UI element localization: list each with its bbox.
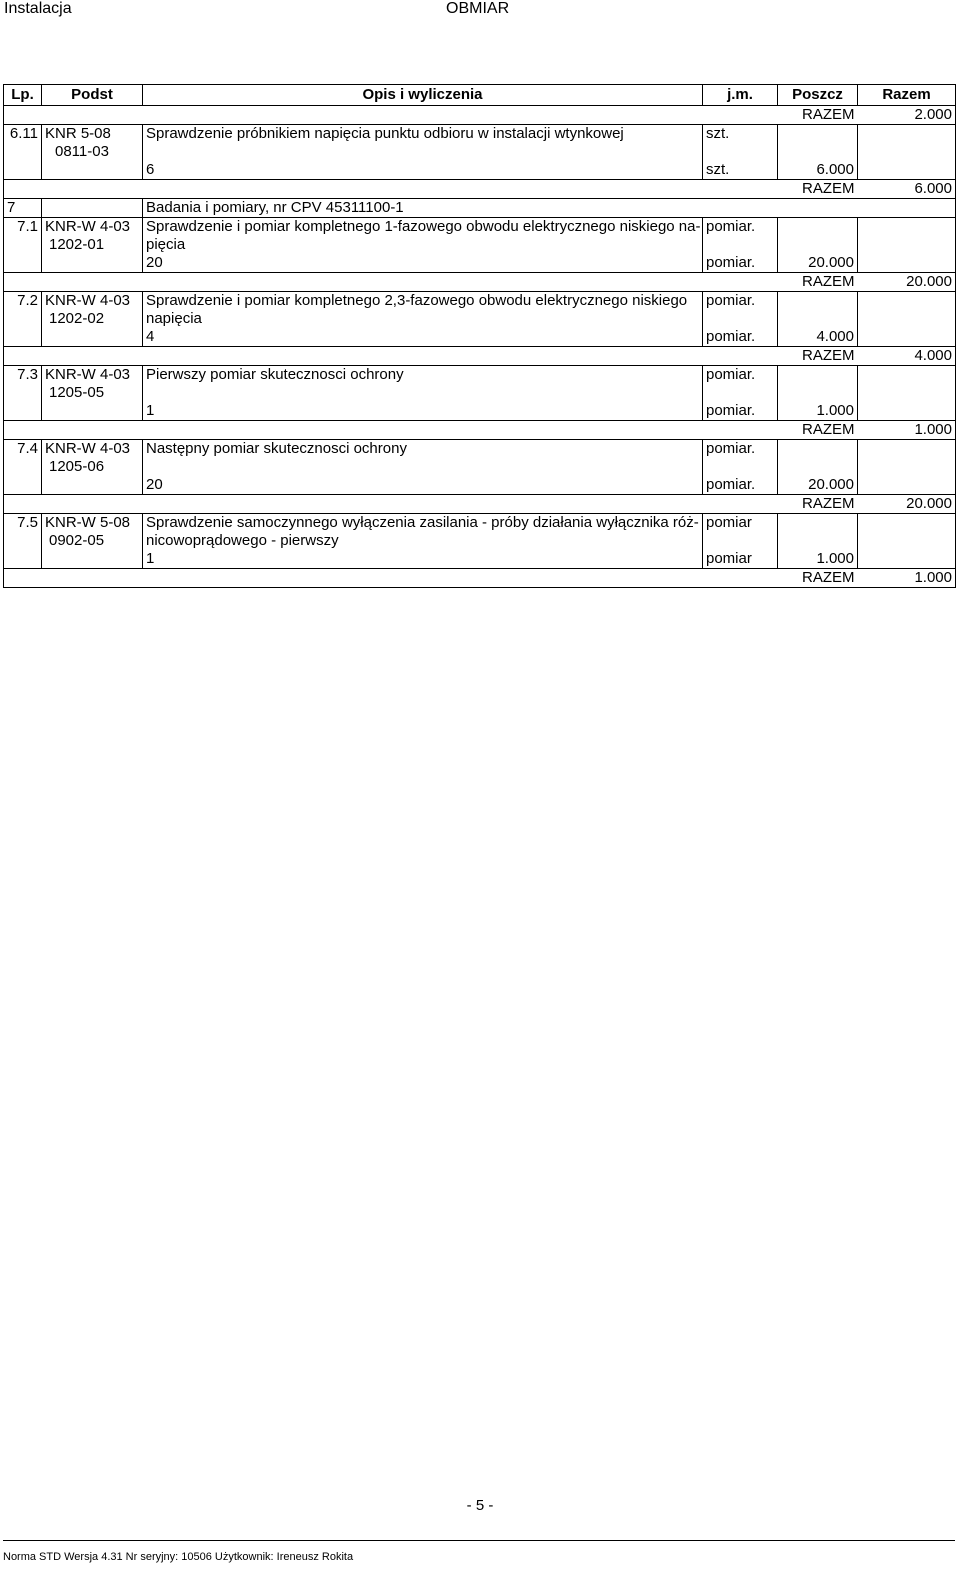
razem-value: 1.000 bbox=[858, 569, 956, 588]
calc-poszcz: 4.000 bbox=[778, 328, 858, 347]
calc-poszcz: 6.000 bbox=[778, 161, 858, 180]
col-header-razem: Razem bbox=[858, 85, 956, 106]
item-lp: 7.4 bbox=[4, 440, 42, 477]
calc-unit: pomiar. bbox=[703, 254, 778, 273]
item-podst: KNR-W 4-03 1205-05 bbox=[42, 366, 143, 403]
razem-value: 20.000 bbox=[858, 273, 956, 292]
calc-expression: 1 bbox=[143, 550, 703, 569]
razem-label: RAZEM bbox=[778, 421, 858, 440]
item-description: Sprawdzenie i pomiar kompletnego 2,3-fazowego obwodu elektrycznego niskiego napięcia bbox=[143, 292, 703, 329]
calc-row bbox=[4, 402, 956, 421]
razem-label: RAZEM bbox=[778, 495, 858, 514]
item-unit: szt. bbox=[703, 125, 778, 162]
col-header-podst: Podst bbox=[42, 85, 143, 106]
razem-label: RAZEM bbox=[778, 106, 858, 125]
total-row bbox=[4, 569, 956, 588]
calc-expression: 4 bbox=[143, 328, 703, 347]
item-lp: 7.2 bbox=[4, 292, 42, 329]
razem-value: 6.000 bbox=[858, 180, 956, 199]
table-row bbox=[4, 366, 956, 403]
razem-value: 1.000 bbox=[858, 421, 956, 440]
col-header-opis: Opis i wyliczenia bbox=[143, 85, 703, 106]
item-podst: KNR-W 4-03 1202-02 bbox=[42, 292, 143, 329]
item-lp: 6.11 bbox=[4, 125, 42, 162]
item-lp: 7.5 bbox=[4, 514, 42, 551]
item-podst: KNR-W 4-03 1205-06 bbox=[42, 440, 143, 477]
total-row bbox=[4, 180, 956, 199]
razem-value: 2.000 bbox=[858, 106, 956, 125]
total-row bbox=[4, 273, 956, 292]
calc-poszcz: 1.000 bbox=[778, 402, 858, 421]
calc-row bbox=[4, 161, 956, 180]
calc-expression: 1 bbox=[143, 402, 703, 421]
razem-label: RAZEM bbox=[778, 569, 858, 588]
calc-poszcz: 20.000 bbox=[778, 254, 858, 273]
item-unit: pomiar. bbox=[703, 440, 778, 477]
item-podst: KNR-W 4-03 1202-01 bbox=[42, 218, 143, 255]
calc-expression: 6 bbox=[143, 161, 703, 180]
calc-row bbox=[4, 328, 956, 347]
calc-unit: pomiar. bbox=[703, 476, 778, 495]
section-title: Badania i pomiary, nr CPV 45311100-1 bbox=[143, 199, 956, 218]
table-row bbox=[4, 125, 956, 162]
footer-divider bbox=[3, 1540, 955, 1541]
calc-unit: szt. bbox=[703, 161, 778, 180]
item-unit: pomiar. bbox=[703, 292, 778, 329]
calc-poszcz: 1.000 bbox=[778, 550, 858, 569]
item-description: Sprawdzenie próbnikiem napięcia punktu odbioru w instalacji wtynkowej bbox=[143, 125, 703, 162]
calc-unit: pomiar. bbox=[703, 328, 778, 347]
section-row bbox=[4, 199, 956, 218]
razem-label: RAZEM bbox=[778, 347, 858, 366]
item-podst: KNR-W 5-08 0902-05 bbox=[42, 514, 143, 551]
item-description: Sprawdzenie i pomiar kompletnego 1-fazowego obwodu elektrycznego niskiego na- pięcia bbox=[143, 218, 703, 255]
item-unit: pomiar. bbox=[703, 366, 778, 403]
calc-unit: pomiar bbox=[703, 550, 778, 569]
measurement-table bbox=[3, 84, 956, 588]
total-row bbox=[4, 347, 956, 366]
razem-label: RAZEM bbox=[778, 180, 858, 199]
header-document-title: OBMIAR bbox=[446, 0, 510, 17]
col-header-jm: j.m. bbox=[703, 85, 778, 106]
item-description: Pierwszy pomiar skutecznosci ochrony bbox=[143, 366, 703, 403]
col-header-lp: Lp. bbox=[4, 85, 42, 106]
page-number: - 5 - bbox=[466, 1497, 494, 1514]
item-description: Sprawdzenie samoczynnego wyłączenia zasilania - próby działania wyłącznika róż- nicowoprądowego - pierwszy bbox=[143, 514, 703, 551]
total-row bbox=[4, 495, 956, 514]
razem-value: 20.000 bbox=[858, 495, 956, 514]
table-row bbox=[4, 292, 956, 329]
table-row bbox=[4, 218, 956, 255]
total-row bbox=[4, 421, 956, 440]
calc-row bbox=[4, 476, 956, 495]
item-unit: pomiar. bbox=[703, 218, 778, 255]
calc-expression: 20 bbox=[143, 254, 703, 273]
header-section-title: Instalacja bbox=[4, 0, 72, 17]
calc-row bbox=[4, 550, 956, 569]
item-lp: 7.3 bbox=[4, 366, 42, 403]
table-row bbox=[4, 514, 956, 551]
item-podst: KNR 5-08 0811-03 bbox=[42, 125, 143, 162]
razem-value: 4.000 bbox=[858, 347, 956, 366]
calc-row bbox=[4, 254, 956, 273]
col-header-poszcz: Poszcz bbox=[778, 85, 858, 106]
razem-label: RAZEM bbox=[778, 273, 858, 292]
table-header-row bbox=[4, 85, 956, 106]
total-row bbox=[4, 106, 956, 125]
item-description: Następny pomiar skutecznosci ochrony bbox=[143, 440, 703, 477]
calc-poszcz: 20.000 bbox=[778, 476, 858, 495]
item-unit: pomiar bbox=[703, 514, 778, 551]
calc-expression: 20 bbox=[143, 476, 703, 495]
table-row bbox=[4, 440, 956, 477]
section-lp: 7 bbox=[4, 199, 42, 218]
calc-unit: pomiar. bbox=[703, 402, 778, 421]
footer-text: Norma STD Wersja 4.31 Nr seryjny: 10506 Użytkownik: Ireneusz Rokita bbox=[3, 1551, 354, 1563]
item-lp: 7.1 bbox=[4, 218, 42, 255]
